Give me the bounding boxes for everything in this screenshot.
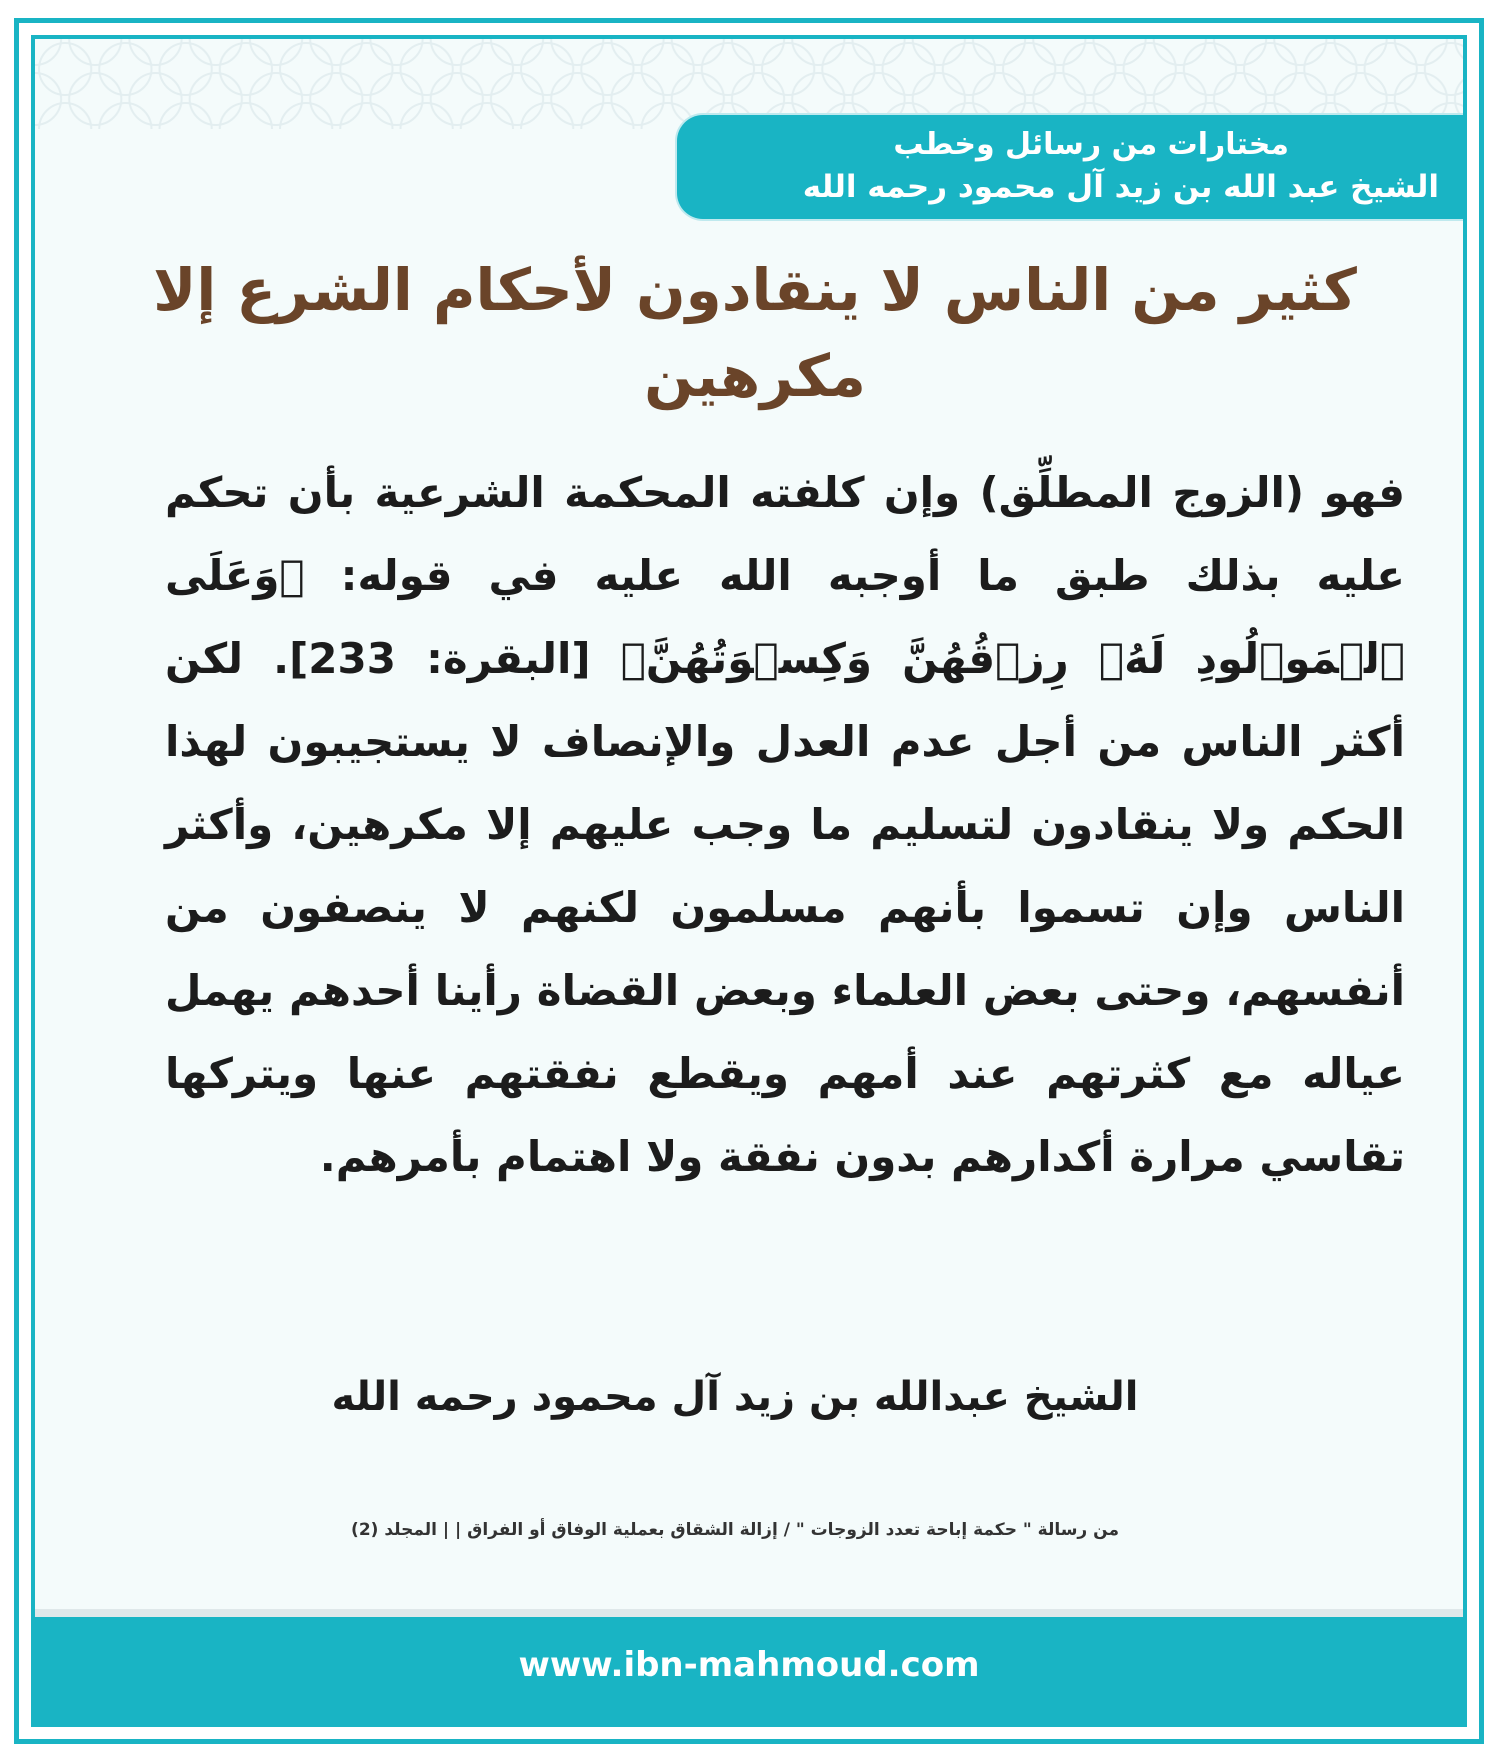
- source-reference: من رسالة " حكمة إباحة تعدد الزوجات " / إزالة الشقاق بعملية الوفاق أو الفراق | | المجلد (2): [351, 1520, 1119, 1540]
- body-paragraph: فهو (الزوج المطلِّق) وإن كلفته المحكمة الشرعية بأن تحكم عليه بذلك طبق ما أوجبه الله عليه في قوله: ﴿وَعَلَى ٱلۡمَوۡلُودِ لَهُۥ رِزۡقُهُنَّ وَكِسۡوَتُهُنَّ﴾ [البقرة: 233]. لكن أكثر الناس من أجل عدم العدل والإنصاف لا يستجيبون لهذا الحكم ولا ينقادون لتسليم ما وجب عليهم إلا مكرهين، وأكثر الناس وإن تسموا بأنهم مسلمون لكنهم لا ينصفون من أنفسهم، وحتى بعض العلماء وبعض القضاة رأينا أحدهم يهمل عياله مع كثرتهم عند أمهم ويقطع نفقتهم عنها ويتركها تقاسي مرارة أكدارهم بدون نفقة ولا اهتمام بأمرهم.: [165, 468, 1405, 1181]
- author-signature: الشيخ عبدالله بن زيد آل محمود رحمه الله: [331, 1374, 1139, 1420]
- series-header: [677, 115, 1463, 219]
- page-title: كثير من الناس لا ينقادون لأحكام الشرع إلا مكرهين: [153, 256, 1357, 410]
- series-author: الشيخ عبد الله بن زيد آل محمود رحمه الله: [802, 169, 1439, 205]
- card-inner: [31, 35, 1467, 1727]
- quote-card: [14, 18, 1484, 1744]
- divider: [35, 1609, 1463, 1617]
- series-title: مختارات من رسائل وخطب: [893, 127, 1289, 162]
- website-link[interactable]: www.ibn-mahmoud.com: [518, 1645, 980, 1685]
- footer-bar: [35, 1617, 1463, 1723]
